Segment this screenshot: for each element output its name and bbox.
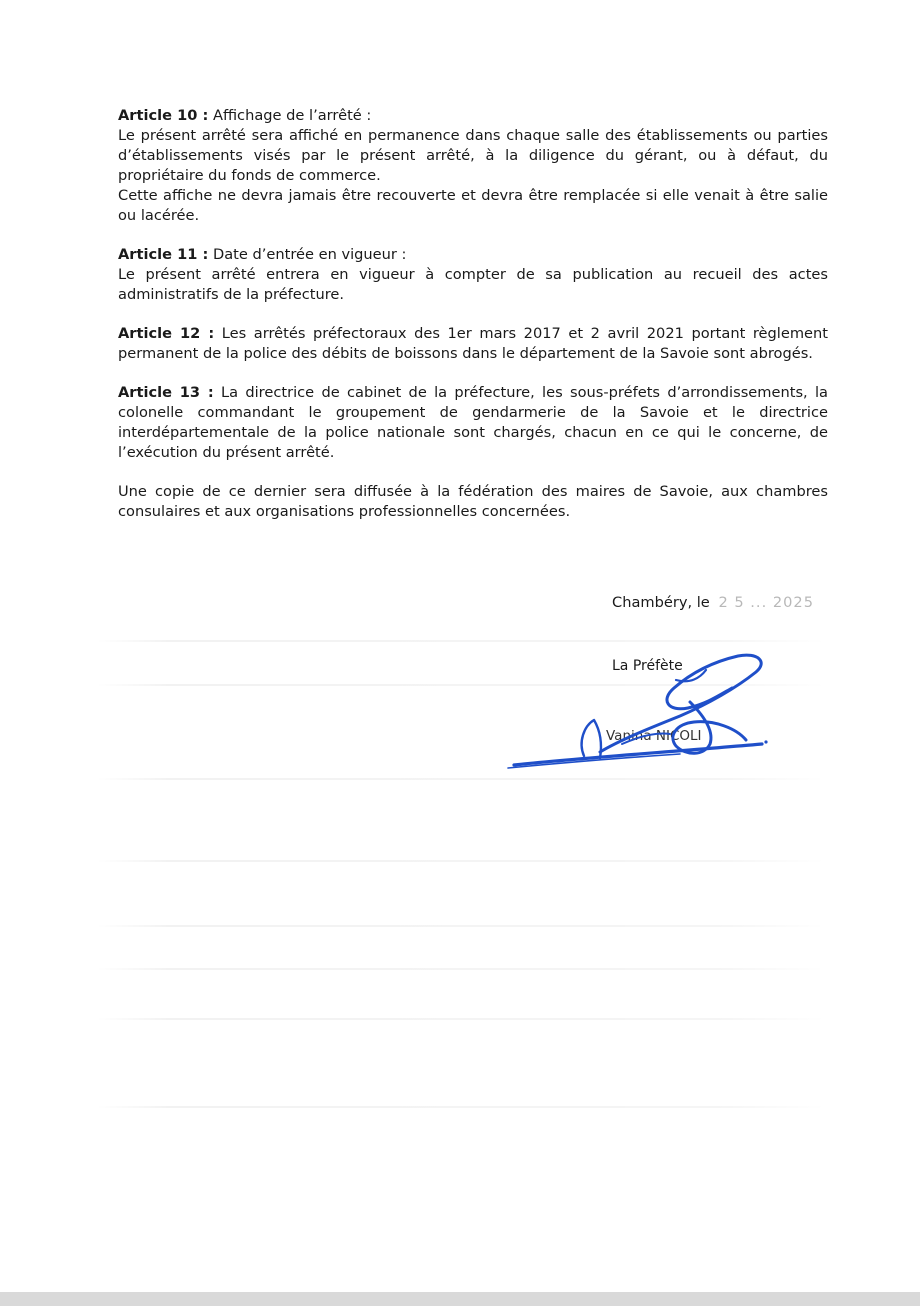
article-number: Article 10 : [118,107,209,124]
document-body [118,106,828,541]
signature-main-stroke [600,655,761,752]
article-13 [118,383,828,463]
article-number: Article 13 : [118,384,214,401]
article-text: Les arrêtés préfectoraux des 1er mars 2017 et 2 avril 2021 portant règlement permanent de la police des débits de boissons dans le département de la Savoie sont abrogés. [118,325,828,362]
article-heading [118,245,828,265]
bleed-through-line [96,860,826,862]
date-stamp: 2 5 ... 2025 [718,594,814,611]
article-text: La directrice de cabinet de la préfecture, les sous-préfets d’arrondissements, la colonelle commandant le groupement de gendarmerie de la Savoie et le directrice interdépartementale de la police nationale sont chargés, chacun en ce qui le concerne, de l’exécution du présent arrêté. [118,384,828,461]
signer-name: Vanina NICOLI [606,728,702,744]
article-number: Article 11 : [118,246,209,263]
article-paragraph [118,383,828,463]
article-10 [118,106,828,226]
place-label: Chambéry, le [612,594,710,611]
article-heading [118,106,828,126]
signature-loop-stroke [582,720,601,758]
signature-underline-stroke [508,754,680,768]
article-number: Article 12 : [118,325,215,342]
article-paragraph: Le présent arrêté sera affiché en permanence dans chaque salle des établissements ou parties d’établissements visés par le présent arrêté, à la diligence du gérant, ou à défaut, du propriétaire du fonds de commerce. [118,127,828,184]
copy-notice-text: Une copie de ce dernier sera diffusée à la fédération des maires de Savoie, aux chambres consulaires et aux organisations professionnelles concernées. [118,483,828,520]
signature-dot [764,740,767,743]
article-subject: Affichage de l’arrêté : [208,107,372,124]
bleed-through-line [96,1018,826,1020]
bleed-through-line [96,925,826,927]
signature-underline-stroke [514,744,762,765]
article-11 [118,245,828,305]
viewer-bottom-bar [0,1292,920,1306]
article-paragraph: Cette affiche ne devra jamais être recouverte et devra être remplacée si elle venait à être salie ou lacérée. [118,187,828,224]
bleed-through-line [96,1106,826,1108]
copy-notice [118,482,828,522]
bleed-through-line [96,968,826,970]
article-paragraph [118,324,828,364]
signer-title: La Préfète [612,658,683,674]
article-12 [118,324,828,364]
place-and-date [612,593,814,613]
article-subject: Date d’entrée en vigueur : [208,246,407,263]
handwritten-signature [500,640,790,780]
article-paragraph: Le présent arrêté entrera en vigueur à compter de sa publication au recueil des actes administratifs de la préfecture. [118,266,828,303]
